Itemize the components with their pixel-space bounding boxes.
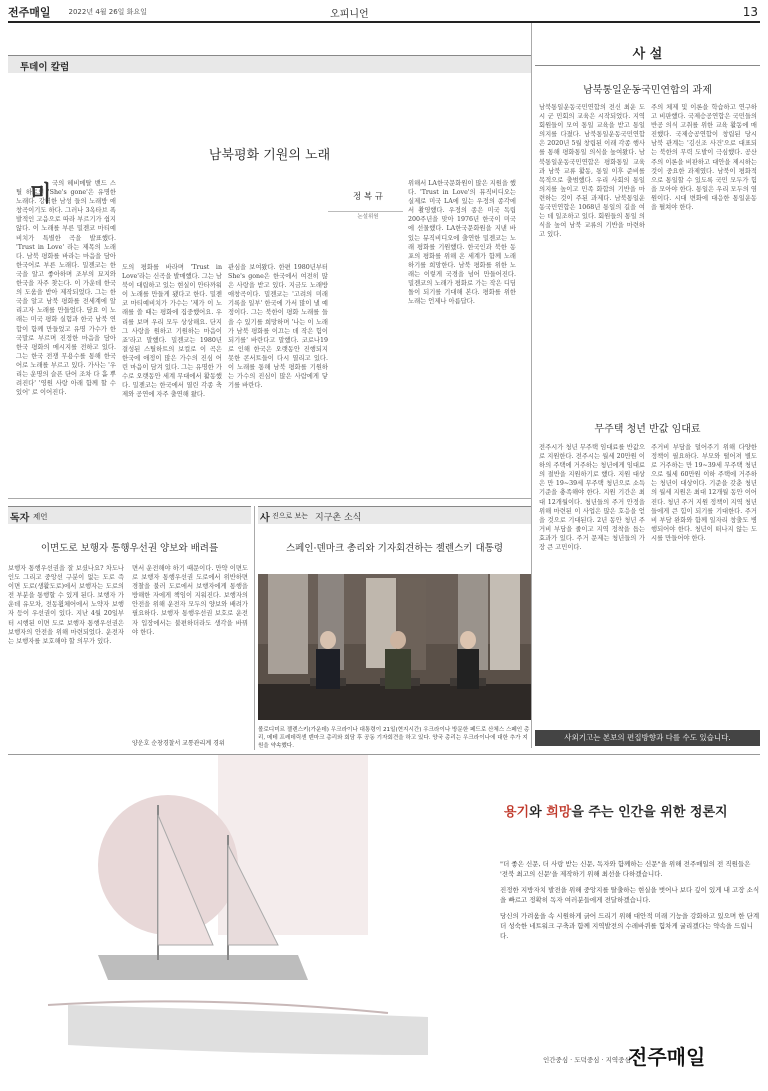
reader-suggestion (8, 506, 251, 752)
photo-news-tag (258, 506, 531, 524)
disclaimer-bar: 사외기고는 본보의 편집방향과 다를 수도 있습니다. (535, 730, 760, 746)
photo-news (258, 506, 531, 752)
today-column-text-1: 국의 헤비메탈 밴드 스틸 하트의 'She's gone'은 유명한 노래다. 강력한 남성 들의 노래방 애창곡이기도 하다. 그러나 3옥타브 폭발적인 고음으로 따라 부르기가 쉽지 않다. 이 노래를 부른 밀젠코 마티예비치가 특별한 곡을 발표했다. 'Trust in Love' 라는 제목의 노래다. 남북 평화를 바라는 마음을 담아 한국어로 부른 노래다. 밀젠코는 한국을 알고 좋아하며 조부의 묘지와 한국을 자주 찾는다. 이 가운데 한국의 도움을 받아 제작되었다. 그는 한국을 알고 남북 평화를 전세계에 알리고자 노래를 만들었다. 담요 이 노래는 미국 평화 실험과 한국 남북 연합이 함께 만들었고 유명 가수가 한국말로 부르며 진정한 마음을 담아 한국 평화의 메시지를 전하고 있다. 그는 한국 전쟁 무용수를 통해 한국어로 노래를 부르고 있다. 가사는 '우리는 운명의 슬픈 단어 조차 다 흩 뿌려진다' '영원 사랑 아래 함께 할 수 있어' 로 이어진다. (16, 180, 116, 397)
ad-paragraph-1: "더 좋은 신문, 더 사랑 받는 신문, 독자와 함께하는 신문"을 위해 전주매일의 전 직원들은 '전북 최고의 신문'을 제작하기 위해 최선을 다하겠습니다. (500, 860, 751, 878)
ad-footer-motto: 인간중심 · 도덕중심 · 지역중심 (543, 1056, 631, 1064)
editorial-rule (535, 65, 760, 66)
today-column-text-3: 관심을 보여왔다. 한편 1980년부터 She's gone은 한국에서 여전히 많은 사랑을 받고 있다. 지금도 노래방 애창곡이다. 밀젠코는 '고려의 미래 기록을 일부' 한국에 가서 많이 낼 예정이다. 그는 북한이 평화 노래를 들을 수 있기를 희망하며 '나는 이 노래가 남북 평화를 이끄는 데 작은 힘이 되기를' 바란다고 말했다. 코로나19로 인해 한국은 오랫동안 진행되지 못한 콘서트들이 다시 열리고 있다. 이 노래를 통해 남북 평화를 기원하는 가수의 진심이 많은 사람에게 닿기를 바란다. (228, 264, 328, 390)
ad-body (500, 859, 760, 947)
ad-headline-rest: 을 주는 인간을 위한 정론지 (571, 805, 728, 820)
today-column (8, 55, 531, 455)
byline-role: 논설위원 (357, 214, 379, 220)
editorial-text-1: 남북통일운동국민연합의 전신 최운 도 시 군 민회의 교육은 시작되었다. 지역 회원들이 모여 통일 교육을 받고 통일 의지를 다졌다. 남북통일운동국민연합은 2020년 5월 창립된 이래 각종 행사를 통해 평화통일 의식을 높여왔다. 남북통일운동국민연합은 평화통일 교육과 남북 교류 활동, 통일 이후 준비를 목적으로 출범했다. 우리 사회의 통일 의지를 높이고 민족 화합의 기반을 마련하는 것이 주된 과제다. 남북통일운동국민연합은 1068년 통일의 길을 여는 데 일조하고 있다. 회원들의 통일 의식을 높여 남북 교류의 기반을 마련하고 있다. (539, 104, 645, 239)
editorial-text-2: 주의 체제 및 이론을 학습하고 연구하고 비판했다. 국제승공연합은 국민들의 반공 의식 고취를 위한 교육 활동에 매진했다. 국제승공연합이 창립된 당시 남북 관계는 '김신조 사건'으로 대표되는 북한의 무력 도발이 극심했다. 공산주의 이론을 비판하고 대안을 제시하는 것이 중요한 과제였다. 남북이 평화적으로 통일할 수 있도록 국민 모두가 힘을 모아야 한다. 통일은 우리 모두의 염원이다. 시대 변화에 대응한 통일운동을 펼쳐야 한다. (651, 104, 757, 212)
byline-name: 정 복 규 (352, 192, 384, 202)
ad-paragraph-2: 진정한 지방자치 발전을 위해 중앙지를 탈출하는 현실을 벗어나 보다 깊이 있게 내 고장 소식을 빠르고 정확히 독자 여러분들에게 전달하겠습니다. (500, 886, 760, 904)
reader-tag-sub: 제언 (33, 512, 48, 521)
editorial-text-3: 전주시가 청년 무주택 임대료를 반값으로 지원한다. 전주시는 월세 20만원 이하의 주택에 거주하는 청년에게 임대료의 절반을 지원하기로 했다. 지원 대상은 만 19~39세 무주택 청년으로 소득 기준을 충족해야 한다. 지원 기간은 최대 12개월이다. 청년들의 주거 안정을 위해 마련된 이 사업은 많은 호응을 얻을 것으로 기대된다. 2년 동안 청년 주거비 부담을 줄이고 지역 정착을 돕는 효과가 있다. 주거 문제는 청년들의 가장 큰 고민이다. (539, 444, 645, 552)
ad-headline-word2: 희망 (546, 805, 572, 820)
reader-suggestion-text-1: 보행자 통행우선권을 잘 보셨나요? 차도나 인도 그리고 중앙선 구분이 없는 도로 즉 이면 도로(생활도로)에서 보행자는 도로의 전 부분을 통행할 수 있게 된다. 보행자 가운데 유모차, 전동휠체어에서 노약자 보행자 등이 우선권이 있다. 지난 4월 20일부터 시행된 이면 도로 보행자 통행우선권은 보행자의 안전을 위해 마련되었다. 운전자는 보행자를 보호해야 할 의무가 있다. (8, 565, 124, 645)
editorial (535, 23, 760, 726)
column-divider (531, 23, 532, 748)
today-column-label: 투데이 칼럼 (20, 62, 70, 73)
issue-date: 2022년 4월 26일 화요일 (68, 8, 147, 16)
reader-suggestion-tag (8, 506, 251, 524)
ship-illustration (8, 755, 508, 1088)
press-photo-illustration (258, 574, 531, 720)
reader-suggestion-title: 이면도로 보행자 통행우선권 양보와 배려를 (40, 543, 219, 554)
page-number: 13 (742, 5, 758, 19)
ad-headline-mid: 와 (529, 805, 547, 820)
photo-news-title: 스페인·덴마크 총리와 기자회견하는 젤렌스키 대통령 (286, 543, 503, 554)
paper-name: 전주매일 (8, 6, 51, 19)
editorial-title-2: 무주택 청년 반값 임대료 (594, 424, 701, 435)
drop-cap: 미 (30, 181, 52, 207)
masthead (8, 4, 760, 20)
editorial-text-4: 주거비 부담을 덜어주기 위해 다양한 정책이 필요하다. 부모와 떨어져 별도로 거주하는 만 19~39세 무주택 청년으로 월세 60만원 이하 주택에 거주하는 청년이 대상이다. 기준을 갖춘 청년의 월세 지원은 최대 12개월 동안 이어진다. 청년 주거 지원 정책이 지역 청년들에게 큰 힘이 되기를 기대한다. 주거비 부담 완화와 함께 일자리 창출도 병행되어야 한다. 청년이 떠나지 않는 도시를 만들어야 한다. (651, 444, 757, 542)
reader-tag-main: 독자 (10, 513, 30, 524)
reader-suggestion-text-2: 면서 운전해야 하기 때문이다. 만약 이면도로 보행자 통행우선권 도로에서 위반하면 경찰을 불러 도로에서 보행자에게 통행을 방해한 자에게 책임이 지워진다. 보행자의 안전을 위해 운전자 모두의 양보와 배려가 필요하다. 보행자 통행우선권 보호로 운전자 입장에서는 불편하더라도 생각을 바꿔야 한다. (132, 565, 248, 636)
newspaper-ad (8, 754, 760, 1087)
today-column-text-2: 도의 평화를 바라며 'Trust in Love'라는 신곡을 발매했다. 그는 남북이 대립하고 있는 현실이 안타까워 이 노래를 만들게 됐다고 한다. 밀젠코 마티예비치가 가수는 '제가 이 노래를 쓸 때는 평화에 집중했어요. 우리를 보며 우리 모두 상상해요. 단지 그 사랑을 원하고 기원하는 마음이죠'라고 말했다. 밀젠코는 1980년 결성된 스틸하트의 보컬로 이 곡은 한국에 애정이 많은 가수의 진심 어린 마음이 담겨 있다. 그는 유명한 가수로 오랫동안 세계 무대에서 활동했다. 밀젠코는 한국에서 열린 각종 축제와 공연에 자주 출연해 왔다. (122, 264, 222, 399)
section-divider (8, 498, 531, 499)
photo-caption: 볼로디미르 젤렌스키(가운데) 우크라이나 대통령이 21일(현지시간) 우크라이나 방문한 페드로 산체스 스페인 총리, 메테 프레데릭센 덴마크 총리와 회담 후 공동 기자회견을 하고 있다. 양국 총리는 우크라이나에 대한 추가 지원을 약속했다. (258, 727, 530, 749)
photo-tag-sub: 진으로 보는 (272, 512, 309, 520)
ad-paragraph-3: 당신의 가려움을 속 시원하게 긁어 드리기 위해 대안적 미래 기능을 강화하고 있으며 한 단계 더 성숙한 네트워크 구축과 함께 지역발전의 수레바퀴를 힘차게 굴리겠다는 약속을 드립니다. (500, 912, 760, 940)
today-column-text-5: 위해서 LA한국문화원이 많은 지원을 했다. 'Trust in Love'의 뮤직비디오는 실제로 미국 LA에 있는 우정의 종각에서 촬영했다. 우정의 종은 미국 독립 200주년을 맞아 1976년 한국이 미국에 선물했다. LA한국문화원을 지낸 바 있는 뮤직비디오에 출연한 밀젠코는 노래 평화를 기원했다. 한국인과 북한 동포의 평화를 위해 온 세계가 함께 노래하기를 희망한다. 남북 평화를 위한 노래는 이렇게 국경을 넘어 만들어진다. 밀젠코의 노래가 평화로 가는 작은 디딤돌이 되기를 기대해 본다. 평화를 위한 노래는 언제나 아름답다. (408, 180, 516, 306)
today-column-title: 남북평화 기원의 노래 (208, 148, 331, 163)
column-divider-2 (254, 506, 255, 750)
today-column-label-bar (8, 55, 531, 73)
ad-headline (504, 801, 728, 820)
photo-tag-main: 사 (260, 513, 270, 524)
reader-suggestion-author: 양운호 순창경찰서 교통관리계 경위 (132, 740, 225, 747)
section-name: 오피니언 (330, 8, 369, 20)
ad-headline-word1: 용기 (504, 805, 530, 820)
editorial-title-1: 남북통일운동국민연합의 과제 (583, 85, 712, 96)
press-conference-photo (258, 574, 531, 720)
editorial-header: 사 설 (632, 47, 663, 62)
ad-logo: 전주매일 (628, 1045, 706, 1069)
photo-tag-topic: 지구촌 소식 (315, 513, 362, 523)
